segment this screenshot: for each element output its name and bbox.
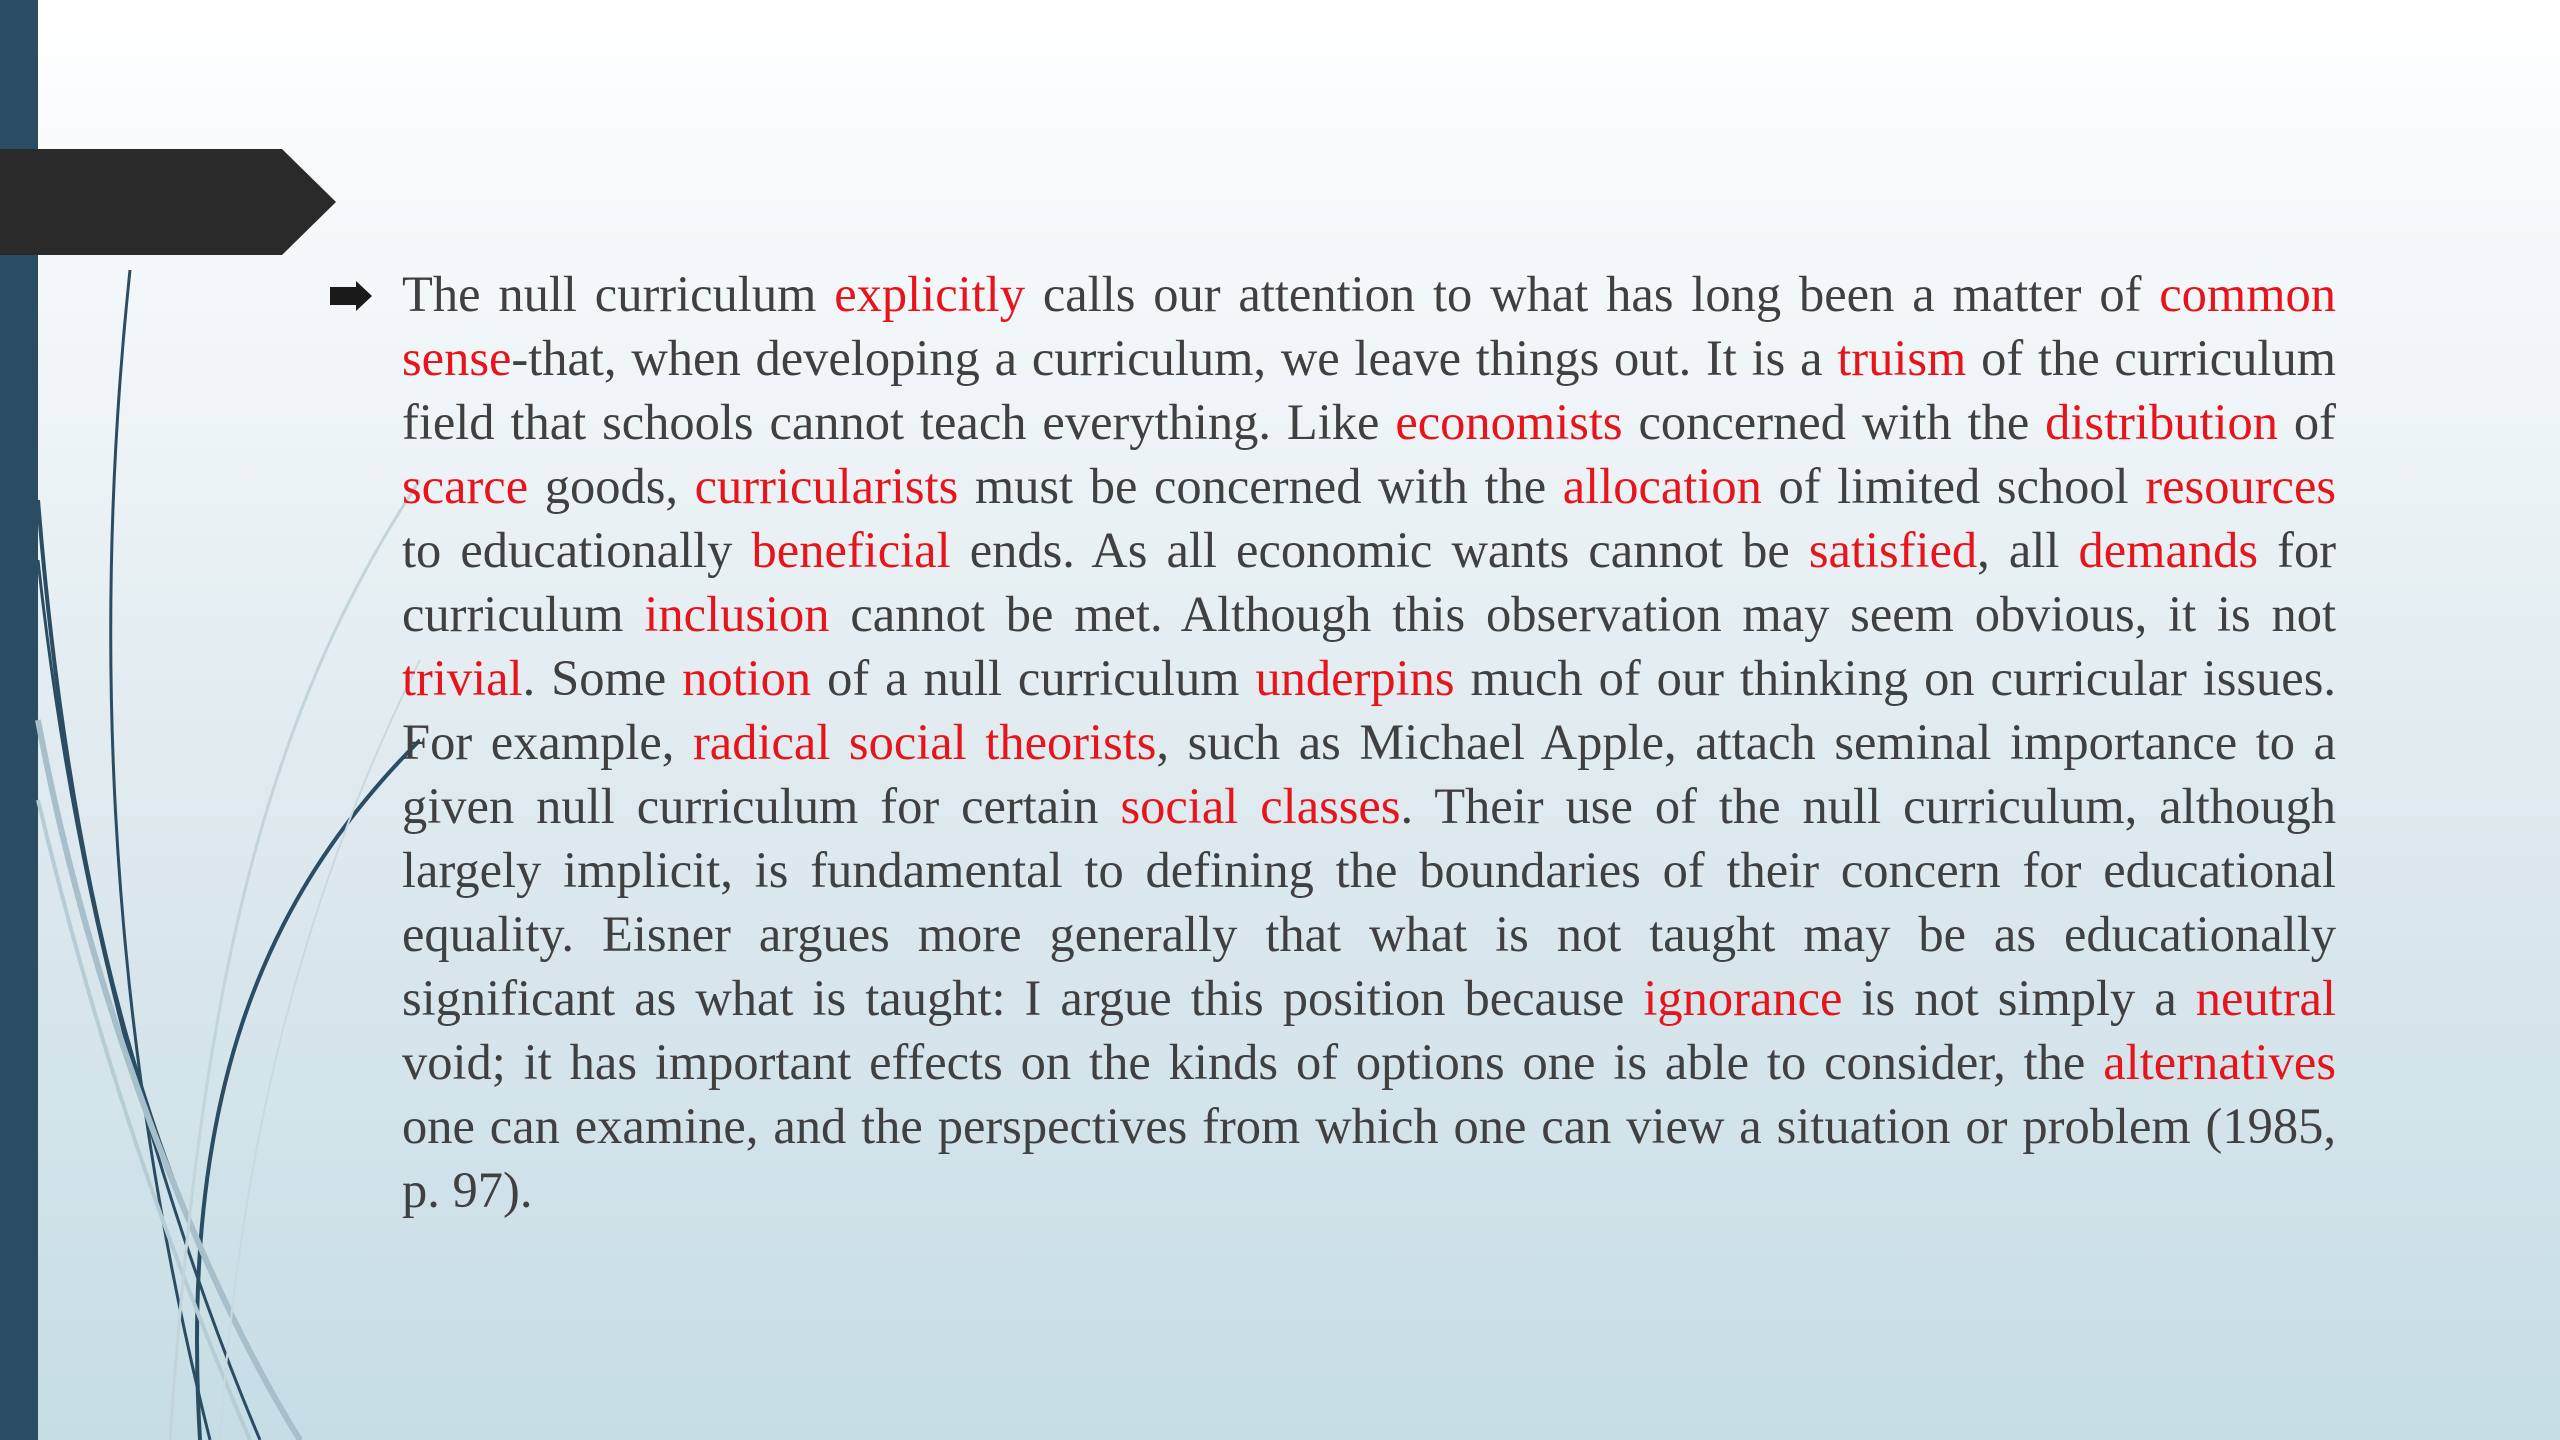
highlighted-term: allocation [1562, 458, 1762, 514]
paragraph-text: cannot be met. Although this observation may seem obvious, it is not [829, 586, 2336, 642]
highlighted-term: notion [682, 650, 812, 706]
highlighted-term: underpins [1255, 650, 1455, 706]
paragraph-text: . Some [522, 650, 683, 706]
highlighted-term: distribution [2045, 394, 2279, 450]
paragraph-text: is not simply a [1842, 970, 2196, 1026]
paragraph-text: for curriculum [402, 522, 2337, 642]
highlighted-term: alternatives [2103, 1034, 2336, 1090]
paragraph-text: , all [1977, 522, 2079, 578]
paragraph-text: . Their use of the null curriculum, although largely implicit, is fundamental to defining the boundaries of their concern for educational equality. Eisner argues more generally that what is not taught may be as educationally significant as what is taught: I argue this position because [402, 778, 2336, 1026]
highlighted-term: scarce [402, 458, 529, 514]
paragraph-text: , such as Michael Apple, attach seminal importance to a given null curriculum for certain [402, 714, 2336, 834]
highlighted-term: beneficial [751, 522, 951, 578]
paragraph-text: of the curriculum field that schools cannot teach everything. Like [402, 330, 2336, 450]
highlighted-term: neutral [2195, 970, 2336, 1026]
paragraph-text: ends. As all economic wants cannot be [950, 522, 1809, 578]
paragraph-text: must be concerned with the [958, 458, 1563, 514]
paragraph-text: much of our thinking on curricular issues. For example, [402, 650, 2336, 770]
title-tab-shape [0, 149, 336, 255]
highlighted-term: truism [1837, 330, 1967, 386]
highlighted-term: curricularists [694, 458, 959, 514]
highlighted-term: satisfied [1808, 522, 1978, 578]
highlighted-term: explicitly [834, 266, 1025, 322]
arrow-bullet-icon [330, 281, 372, 311]
paragraph-text: of [2278, 394, 2336, 450]
paragraph-text: calls our attention to what has long been a matter of [1024, 266, 2160, 322]
highlighted-term: trivial [402, 650, 523, 706]
highlighted-term: resources [2145, 458, 2337, 514]
body-paragraph [402, 262, 2336, 1222]
paragraph-text: goods, [528, 458, 695, 514]
paragraph-text: void; it has important effects on the kinds of options one is able to consider, the [402, 1034, 2104, 1090]
paragraph-text: one can examine, and the perspectives from which one can view a situation or problem (1985, p. 97). [402, 1098, 2336, 1218]
highlighted-term: inclusion [644, 586, 830, 642]
highlighted-term: common sense [402, 266, 2336, 386]
highlighted-term: demands [2078, 522, 2259, 578]
paragraph-text: The null curriculum [402, 266, 835, 322]
highlighted-term: economists [1395, 394, 1623, 450]
highlighted-term: ignorance [1643, 970, 1843, 1026]
highlighted-term: social classes [1120, 778, 1401, 834]
paragraph-text: -that, when developing a curriculum, we leave things out. It is a [511, 330, 1838, 386]
paragraph-text: to educationally [402, 522, 752, 578]
content-area [330, 262, 2336, 1222]
highlighted-term: radical social theorists [692, 714, 1157, 770]
paragraph-text: of a null curriculum [811, 650, 1256, 706]
paragraph-text: of limited school [1761, 458, 2146, 514]
paragraph-text: concerned with the [1622, 394, 2046, 450]
